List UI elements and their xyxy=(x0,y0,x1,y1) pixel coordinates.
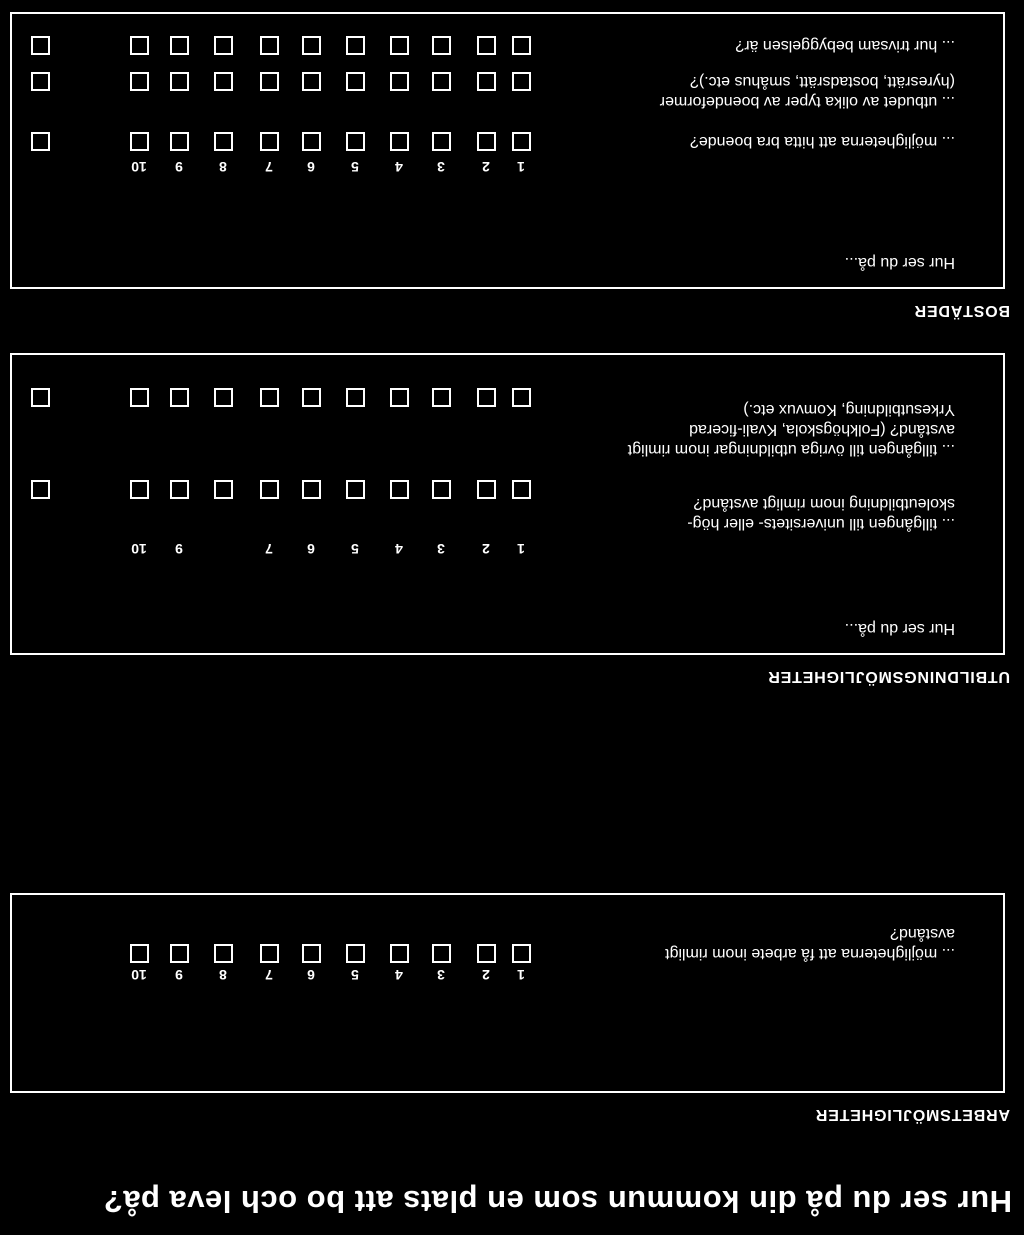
rating-checkbox[interactable] xyxy=(432,944,451,963)
rating-checkbox[interactable] xyxy=(390,944,409,963)
rating-checkbox[interactable] xyxy=(346,132,365,151)
question-text: ... tillgången till universitets- eller hög-skoleutbildning inom rimligt avstånd? xyxy=(687,495,955,532)
rating-checkbox[interactable] xyxy=(390,36,409,55)
rating-checkbox[interactable] xyxy=(130,944,149,963)
scale-number: 5 xyxy=(351,967,359,983)
scale-number: 3 xyxy=(437,159,445,175)
survey-title: Hur ser du på din kommun som en plats att bo och leva på? xyxy=(103,1184,1012,1219)
section-box-arbete xyxy=(10,893,1005,1093)
rating-checkbox[interactable] xyxy=(214,944,233,963)
rating-checkbox[interactable] xyxy=(260,388,279,407)
question-row xyxy=(8,61,1003,111)
scale-number: 3 xyxy=(437,967,445,983)
rating-checkbox[interactable] xyxy=(130,72,149,91)
not-applicable-checkbox[interactable] xyxy=(31,72,50,91)
rating-checkbox[interactable] xyxy=(512,132,531,151)
rating-checkbox[interactable] xyxy=(346,480,365,499)
rating-checkbox[interactable] xyxy=(260,132,279,151)
rating-checkbox[interactable] xyxy=(432,480,451,499)
rating-checkbox[interactable] xyxy=(130,132,149,151)
section-box-bostader xyxy=(10,12,1005,289)
rating-checkbox[interactable] xyxy=(260,944,279,963)
rating-checkbox[interactable] xyxy=(390,388,409,407)
scale-number: 2 xyxy=(482,967,490,983)
rating-checkbox[interactable] xyxy=(170,36,189,55)
rating-checkbox[interactable] xyxy=(130,36,149,55)
rating-checkbox[interactable] xyxy=(477,36,496,55)
scale-number: 9 xyxy=(175,967,183,983)
rating-checkbox[interactable] xyxy=(302,36,321,55)
rating-checkbox[interactable] xyxy=(170,944,189,963)
rating-checkbox[interactable] xyxy=(214,72,233,91)
rating-checkbox[interactable] xyxy=(214,388,233,407)
section-lead: Hur ser du på... xyxy=(844,254,955,271)
rating-checkbox[interactable] xyxy=(512,944,531,963)
question-row xyxy=(8,463,1003,533)
rating-checkbox[interactable] xyxy=(214,480,233,499)
question-row xyxy=(8,25,1003,55)
rating-checkbox[interactable] xyxy=(512,480,531,499)
scale-number: 2 xyxy=(482,159,490,175)
not-applicable-checkbox[interactable] xyxy=(31,480,50,499)
section-heading-arbete: ARBETSMÖJLIGHETER xyxy=(815,1106,1010,1123)
scale-number: 7 xyxy=(265,541,273,557)
rating-checkbox[interactable] xyxy=(302,72,321,91)
rating-checkbox[interactable] xyxy=(346,388,365,407)
scale-number: 4 xyxy=(395,967,403,983)
scale-number: 1 xyxy=(517,541,525,557)
rating-checkbox[interactable] xyxy=(260,72,279,91)
question-text: ... möjligheterna att hitta bra boende? xyxy=(689,133,955,150)
scale-number: 6 xyxy=(307,159,315,175)
rating-checkbox[interactable] xyxy=(512,388,531,407)
rating-checkbox[interactable] xyxy=(390,132,409,151)
rating-checkbox[interactable] xyxy=(260,36,279,55)
scale-number: 10 xyxy=(131,159,147,175)
scale-number: 3 xyxy=(437,541,445,557)
rating-checkbox[interactable] xyxy=(512,72,531,91)
scale-number: 2 xyxy=(482,541,490,557)
rating-checkbox[interactable] xyxy=(477,944,496,963)
question-row xyxy=(8,111,1003,151)
scale-number: 7 xyxy=(265,159,273,175)
section-heading-bostader: BOSTÄDER xyxy=(913,302,1010,319)
scale-number: 9 xyxy=(175,159,183,175)
section-box-utbildning xyxy=(10,353,1005,655)
rating-checkbox[interactable] xyxy=(302,944,321,963)
rating-checkbox[interactable] xyxy=(302,480,321,499)
rating-checkbox[interactable] xyxy=(477,132,496,151)
not-applicable-checkbox[interactable] xyxy=(31,388,50,407)
scale-number: 6 xyxy=(307,967,315,983)
section-heading-utbildning: UTBILDNINGSMÖJLIGHETER xyxy=(767,668,1010,685)
rating-checkbox[interactable] xyxy=(390,480,409,499)
question-row xyxy=(8,913,1003,963)
rating-checkbox[interactable] xyxy=(432,36,451,55)
scale-number: 9 xyxy=(175,541,183,557)
rating-checkbox[interactable] xyxy=(170,132,189,151)
rating-checkbox[interactable] xyxy=(170,72,189,91)
rating-checkbox[interactable] xyxy=(214,36,233,55)
section-lead: Hur ser du på... xyxy=(844,620,955,637)
rating-checkbox[interactable] xyxy=(130,388,149,407)
rating-checkbox[interactable] xyxy=(260,480,279,499)
rating-checkbox[interactable] xyxy=(346,72,365,91)
question-text: ... utbudet av olika typer av boendeformer (hyresrätt, bostadsrätt, småhus etc.)? xyxy=(659,73,955,110)
rating-checkbox[interactable] xyxy=(477,480,496,499)
scale-number: 7 xyxy=(265,967,273,983)
question-text: ... möjligheterna att få arbete inom rimligt avstånd? xyxy=(665,925,955,962)
rating-checkbox[interactable] xyxy=(432,388,451,407)
rating-checkbox[interactable] xyxy=(390,72,409,91)
rating-checkbox[interactable] xyxy=(346,36,365,55)
rating-checkbox[interactable] xyxy=(477,72,496,91)
scale-number: 5 xyxy=(351,541,359,557)
rating-checkbox[interactable] xyxy=(432,132,451,151)
question-text: ... hur trivsam bebyggelsen är? xyxy=(735,37,955,54)
scale-number: 5 xyxy=(351,159,359,175)
rating-checkbox[interactable] xyxy=(302,132,321,151)
rating-checkbox[interactable] xyxy=(512,36,531,55)
scale-number: 4 xyxy=(395,159,403,175)
scale-number: 1 xyxy=(517,159,525,175)
rating-checkbox[interactable] xyxy=(432,72,451,91)
rating-checkbox[interactable] xyxy=(170,388,189,407)
rating-checkbox[interactable] xyxy=(130,480,149,499)
scale-number: 8 xyxy=(219,159,227,175)
scale-number: 1 xyxy=(517,967,525,983)
scale-number: 10 xyxy=(131,541,147,557)
rating-checkbox[interactable] xyxy=(477,388,496,407)
rating-checkbox[interactable] xyxy=(170,480,189,499)
rating-checkbox[interactable] xyxy=(346,944,365,963)
rating-checkbox[interactable] xyxy=(302,388,321,407)
scale-number: 4 xyxy=(395,541,403,557)
not-applicable-checkbox[interactable] xyxy=(31,36,50,55)
scale-number: 6 xyxy=(307,541,315,557)
rating-checkbox[interactable] xyxy=(214,132,233,151)
scale-number: 8 xyxy=(219,967,227,983)
question-text: ... tillgången till övriga utbildningar inom rimligt avstånd? (Folkhögskola, Kvali-ficerad Yrkesutbildning, Komvux etc.) xyxy=(627,401,955,458)
question-row xyxy=(8,379,1003,459)
scale-number: 10 xyxy=(131,967,147,983)
not-applicable-checkbox[interactable] xyxy=(31,132,50,151)
